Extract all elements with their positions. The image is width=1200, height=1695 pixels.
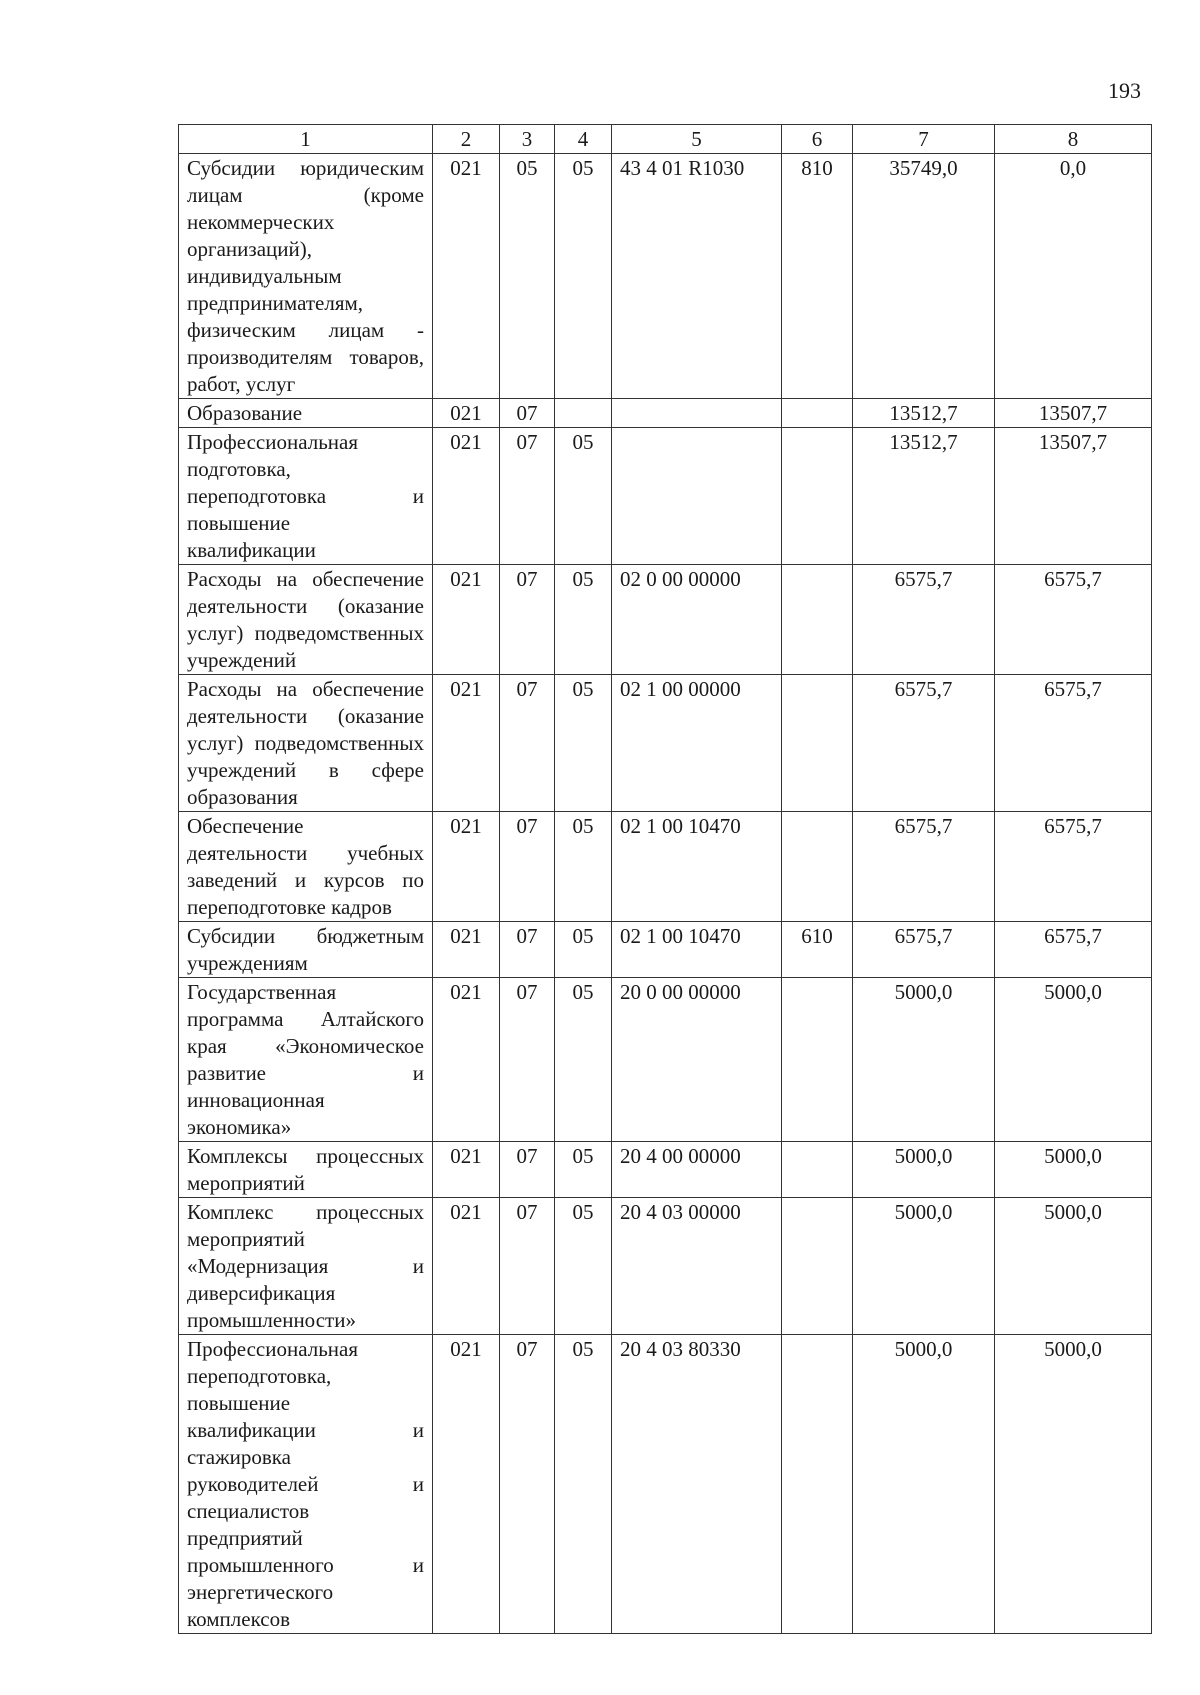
sum-col8-cell: 5000,0	[995, 1142, 1152, 1198]
expense-name-cell: Расходы на обеспечение деятельности (оказание услуг) подведомственных учреждений в сфере образования	[179, 675, 433, 812]
expense-name-cell: Профессиональная подготовка, переподготовка и повышение квалификации	[179, 428, 433, 565]
sum-col7-cell: 5000,0	[853, 1198, 995, 1335]
expense-name-cell: Расходы на обеспечение деятельности (оказание услуг) подведомственных учреждений	[179, 565, 433, 675]
sum-col7-cell: 6575,7	[853, 565, 995, 675]
grbs-cell: 021	[433, 1198, 500, 1335]
section-cell: 07	[500, 812, 555, 922]
expense-type-cell: 610	[782, 922, 853, 978]
sum-col8-cell: 5000,0	[995, 1198, 1152, 1335]
table-row	[179, 1198, 1152, 1335]
grbs-cell: 021	[433, 675, 500, 812]
column-header: 6	[782, 125, 853, 154]
subsection-cell: 05	[555, 922, 612, 978]
expense-type-cell	[782, 1198, 853, 1335]
expense-name-cell: Комплексы процессных мероприятий	[179, 1142, 433, 1198]
subsection-cell: 05	[555, 428, 612, 565]
table-row	[179, 1142, 1152, 1198]
subsection-cell: 05	[555, 154, 612, 399]
sum-col8-cell: 5000,0	[995, 978, 1152, 1142]
section-cell: 07	[500, 1198, 555, 1335]
sum-col7-cell: 5000,0	[853, 1142, 995, 1198]
expense-name-cell: Комплекс процессных мероприятий «Модернизация и диверсификация промышленности»	[179, 1198, 433, 1335]
column-header: 7	[853, 125, 995, 154]
target-article-cell: 43 4 01 R1030	[612, 154, 782, 399]
expense-name-cell: Обеспечение деятельности учебных заведений и курсов по переподготовке кадров	[179, 812, 433, 922]
section-cell: 07	[500, 399, 555, 428]
sum-col7-cell: 5000,0	[853, 978, 995, 1142]
subsection-cell: 05	[555, 1198, 612, 1335]
target-article-cell	[612, 428, 782, 565]
table-row	[179, 675, 1152, 812]
column-header: 2	[433, 125, 500, 154]
target-article-cell: 20 4 03 80330	[612, 1335, 782, 1634]
target-article-cell: 20 4 03 00000	[612, 1198, 782, 1335]
section-cell: 07	[500, 1335, 555, 1634]
grbs-cell: 021	[433, 1335, 500, 1634]
sum-col7-cell: 6575,7	[853, 675, 995, 812]
table-row	[179, 428, 1152, 565]
sum-col8-cell: 5000,0	[995, 1335, 1152, 1634]
sum-col8-cell: 13507,7	[995, 428, 1152, 565]
table-header-row	[179, 125, 1152, 154]
target-article-cell	[612, 399, 782, 428]
grbs-cell: 021	[433, 565, 500, 675]
sum-col8-cell: 0,0	[995, 154, 1152, 399]
table-row	[179, 812, 1152, 922]
expense-type-cell: 810	[782, 154, 853, 399]
section-cell: 07	[500, 675, 555, 812]
expense-type-cell	[782, 1142, 853, 1198]
sum-col8-cell: 6575,7	[995, 565, 1152, 675]
subsection-cell: 05	[555, 1142, 612, 1198]
grbs-cell: 021	[433, 812, 500, 922]
subsection-cell: 05	[555, 565, 612, 675]
expense-type-cell	[782, 1335, 853, 1634]
expense-name-cell: Субсидии юридическим лицам (кроме некоммерческих организаций), индивидуальным предпринимателям, физическим лицам - производителям товаров, работ, услуг	[179, 154, 433, 399]
section-cell: 07	[500, 922, 555, 978]
sum-col8-cell: 6575,7	[995, 675, 1152, 812]
grbs-cell: 021	[433, 1142, 500, 1198]
column-header: 4	[555, 125, 612, 154]
grbs-cell: 021	[433, 154, 500, 399]
subsection-cell: 05	[555, 812, 612, 922]
table-row	[179, 922, 1152, 978]
sum-col7-cell: 6575,7	[853, 812, 995, 922]
table-row	[179, 1335, 1152, 1634]
subsection-cell: 05	[555, 675, 612, 812]
sum-col7-cell: 6575,7	[853, 922, 995, 978]
column-header: 8	[995, 125, 1152, 154]
target-article-cell: 02 1 00 10470	[612, 922, 782, 978]
sum-col7-cell: 13512,7	[853, 399, 995, 428]
table-row	[179, 565, 1152, 675]
section-cell: 05	[500, 154, 555, 399]
subsection-cell: 05	[555, 978, 612, 1142]
expense-type-cell	[782, 978, 853, 1142]
target-article-cell: 02 0 00 00000	[612, 565, 782, 675]
section-cell: 07	[500, 428, 555, 565]
sum-col8-cell: 13507,7	[995, 399, 1152, 428]
grbs-cell: 021	[433, 978, 500, 1142]
expense-name-cell: Образование	[179, 399, 433, 428]
subsection-cell: 05	[555, 1335, 612, 1634]
expense-type-cell	[782, 428, 853, 565]
sum-col8-cell: 6575,7	[995, 812, 1152, 922]
section-cell: 07	[500, 978, 555, 1142]
sum-col7-cell: 13512,7	[853, 428, 995, 565]
expense-type-cell	[782, 812, 853, 922]
sum-col7-cell: 5000,0	[853, 1335, 995, 1634]
expense-name-cell: Профессиональная переподготовка, повышение квалификации и стажировка руководителей и специалистов предприятий промышленного и энергетического комплексов	[179, 1335, 433, 1634]
column-header: 3	[500, 125, 555, 154]
grbs-cell: 021	[433, 399, 500, 428]
expense-type-cell	[782, 675, 853, 812]
expense-type-cell	[782, 565, 853, 675]
table-row	[179, 978, 1152, 1142]
grbs-cell: 021	[433, 428, 500, 565]
expense-type-cell	[782, 399, 853, 428]
table-row	[179, 154, 1152, 399]
section-cell: 07	[500, 1142, 555, 1198]
column-header: 1	[179, 125, 433, 154]
grbs-cell: 021	[433, 922, 500, 978]
budget-table	[178, 124, 1152, 1634]
section-cell: 07	[500, 565, 555, 675]
target-article-cell: 02 1 00 10470	[612, 812, 782, 922]
target-article-cell: 02 1 00 00000	[612, 675, 782, 812]
sum-col7-cell: 35749,0	[853, 154, 995, 399]
subsection-cell	[555, 399, 612, 428]
column-header: 5	[612, 125, 782, 154]
target-article-cell: 20 4 00 00000	[612, 1142, 782, 1198]
table-row	[179, 399, 1152, 428]
sum-col8-cell: 6575,7	[995, 922, 1152, 978]
target-article-cell: 20 0 00 00000	[612, 978, 782, 1142]
expense-name-cell: Государственная программа Алтайского края «Экономическое развитие и инновационная экономика»	[179, 978, 433, 1142]
expense-name-cell: Субсидии бюджетным учреждениям	[179, 922, 433, 978]
page-number: 193	[1108, 78, 1141, 103]
